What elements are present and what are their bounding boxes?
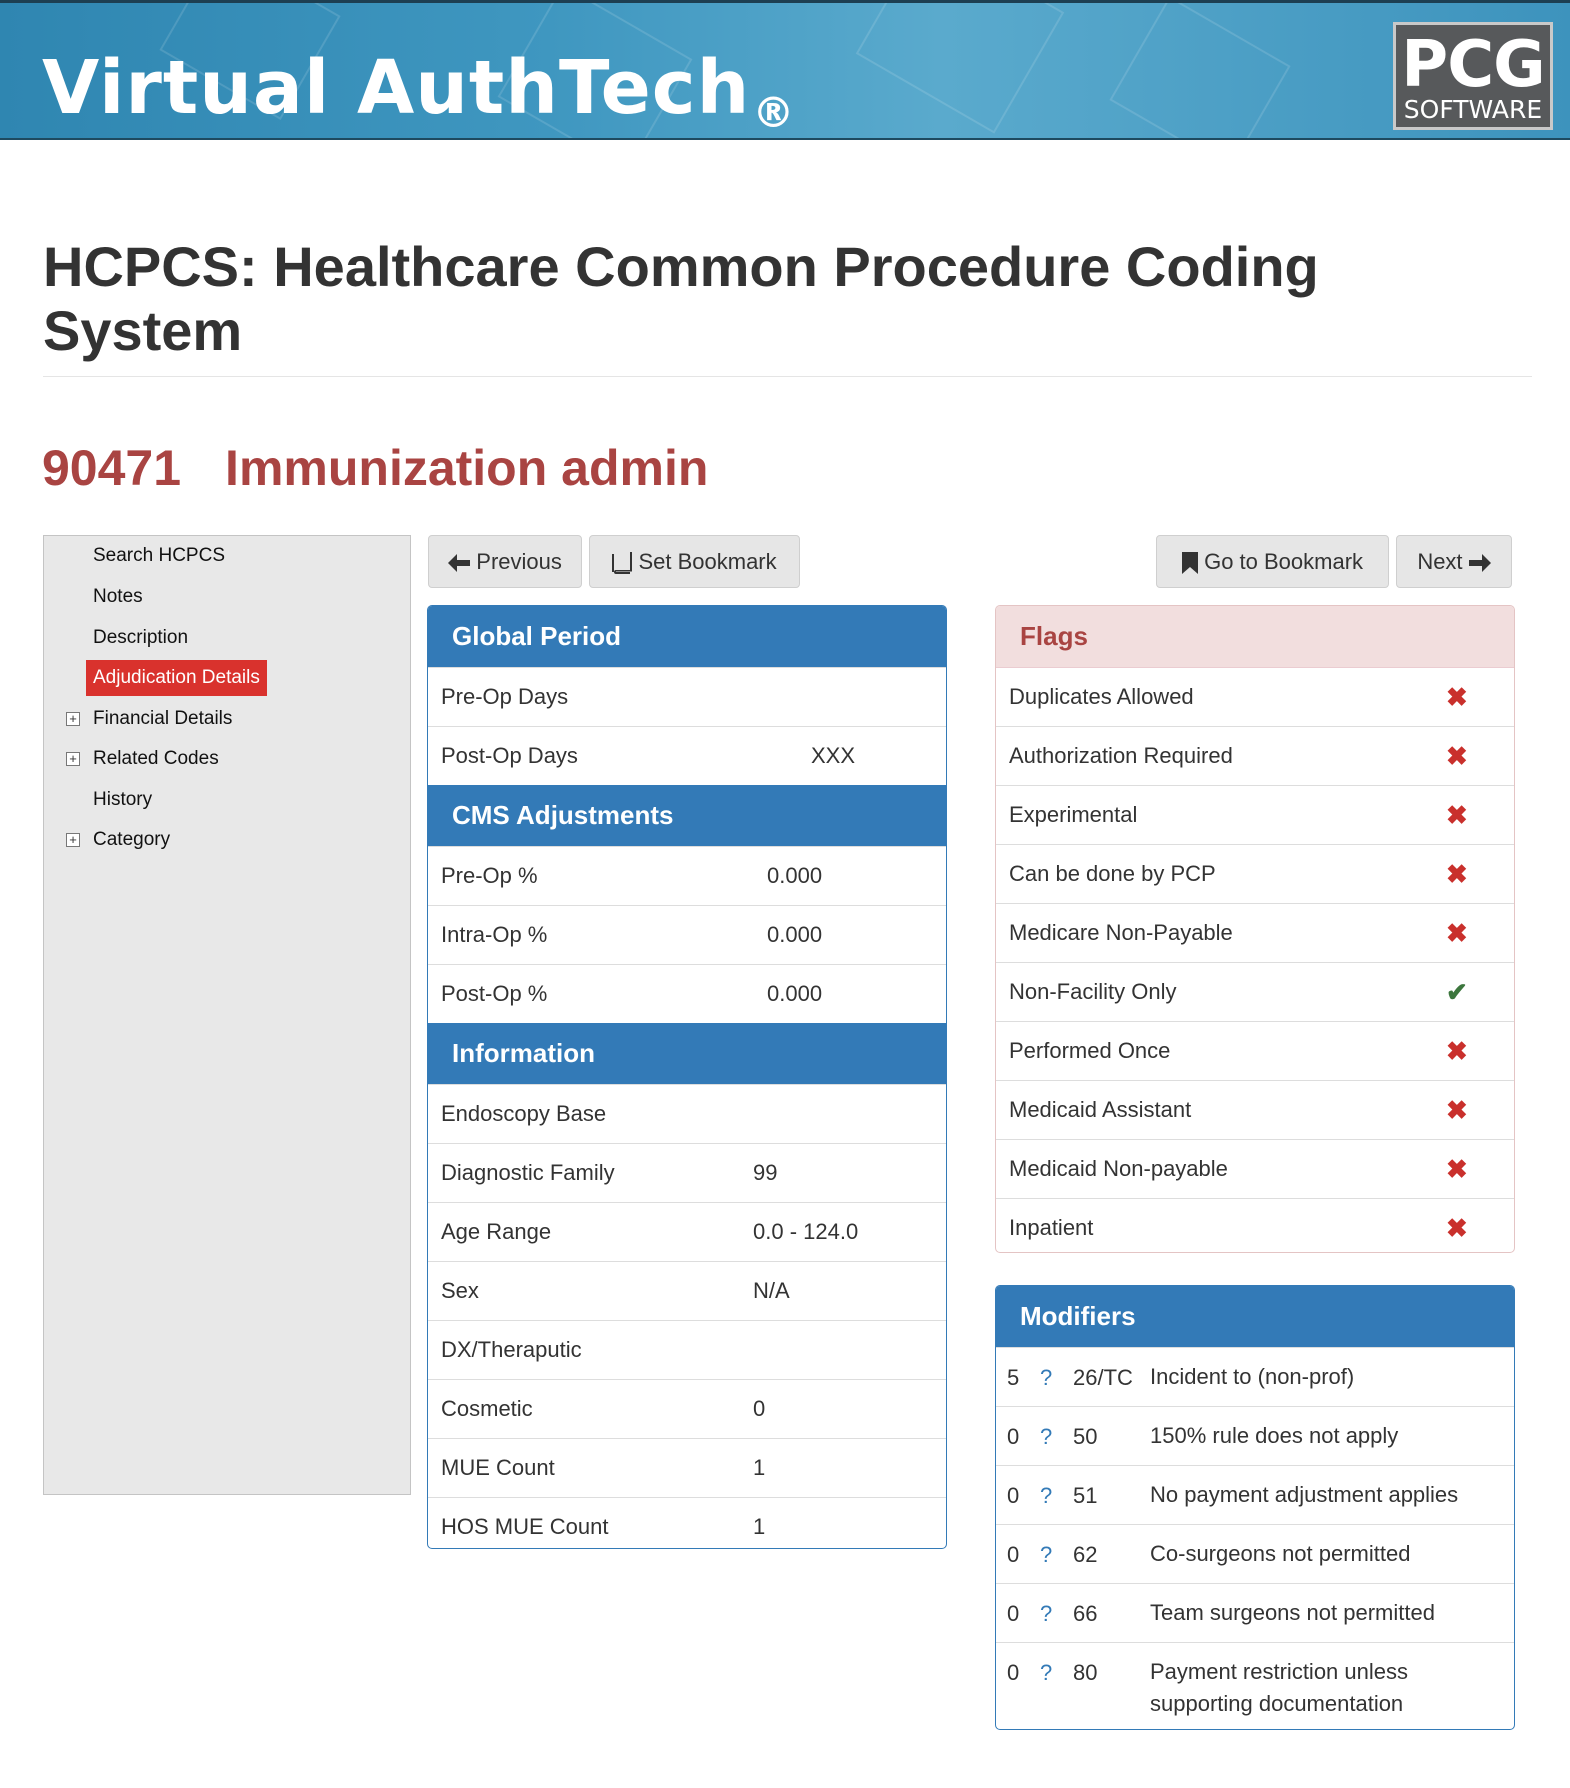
modifier-indicator: 0	[1007, 1483, 1020, 1508]
go-to-bookmark-label: Go to Bookmark	[1204, 549, 1364, 574]
row-value: 0	[753, 1396, 766, 1421]
sidebar-item-description[interactable]: Description	[93, 627, 189, 648]
modifier-indicator: 0	[1007, 1660, 1020, 1685]
table-row	[428, 964, 946, 1023]
flag-row	[996, 1139, 1514, 1198]
modifier-row	[996, 1583, 1514, 1642]
flags-panel	[995, 605, 1515, 1253]
row-label: Sex	[441, 1278, 479, 1303]
row-label: Endoscopy Base	[441, 1101, 607, 1126]
modifier-code: 26/TC	[1073, 1365, 1133, 1390]
flag-row	[996, 1198, 1514, 1253]
table-row	[428, 905, 946, 964]
row-label: DX/Theraputic	[441, 1337, 582, 1362]
table-row	[428, 1320, 946, 1379]
x-icon: ✖	[1446, 859, 1468, 889]
row-label: Intra-Op %	[441, 922, 548, 947]
flag-label: Can be done by PCP	[1009, 861, 1216, 886]
flag-row	[996, 785, 1514, 844]
row-label: Pre-Op %	[441, 863, 538, 888]
sidebar-item-notes[interactable]: Notes	[93, 586, 143, 607]
sidebar-item-history[interactable]: History	[93, 789, 153, 810]
x-icon: ✖	[1446, 1213, 1468, 1243]
modifier-row	[996, 1347, 1514, 1406]
sidebar-item-adjudication-details[interactable]: Adjudication Details	[86, 660, 267, 696]
information-header: Information	[428, 1023, 946, 1084]
flag-row	[996, 667, 1514, 726]
modifier-indicator: 5	[1007, 1365, 1020, 1390]
flag-label: Medicaid Assistant	[1009, 1097, 1192, 1122]
flag-label: Non-Facility Only	[1009, 979, 1177, 1004]
arrow-right-icon	[1469, 554, 1491, 572]
sidebar-item-financial-details[interactable]: Financial Details	[93, 708, 233, 729]
expand-icon[interactable]: +	[66, 752, 80, 766]
flags-header: Flags	[996, 606, 1514, 667]
row-label: Post-Op %	[441, 981, 548, 1006]
flag-label: Experimental	[1009, 802, 1138, 827]
logo-text: PCG	[1401, 28, 1545, 102]
flag-row	[996, 1080, 1514, 1139]
global-period-header: Global Period	[428, 606, 946, 667]
table-row	[428, 1084, 946, 1143]
cms-adjustments-header: CMS Adjustments	[428, 785, 946, 846]
x-icon: ✖	[1446, 741, 1468, 771]
row-value: 0.000	[767, 863, 823, 888]
banner-decoration	[1109, 0, 1290, 140]
arrow-left-icon	[448, 554, 470, 572]
flags-list	[996, 667, 1514, 1253]
row-value: 1	[753, 1455, 766, 1480]
table-row	[428, 667, 946, 726]
row-value: XXX	[811, 743, 856, 768]
expand-icon[interactable]: +	[66, 712, 80, 726]
modifier-row	[996, 1465, 1514, 1524]
row-label: Pre-Op Days	[441, 684, 569, 709]
row-value: 99	[753, 1160, 778, 1185]
row-value: 0.0 - 124.0	[753, 1219, 859, 1244]
modifiers-header: Modifiers	[996, 1286, 1514, 1347]
modifiers-panel	[995, 1285, 1515, 1730]
modifier-row	[996, 1642, 1514, 1727]
modifiers-list	[996, 1347, 1514, 1727]
sidebar-item-related-codes[interactable]: Related Codes	[93, 748, 219, 769]
bookmark-icon	[1182, 552, 1198, 574]
help-icon[interactable]: ?	[1040, 1601, 1053, 1626]
row-value: 1	[753, 1514, 766, 1539]
table-row	[428, 1202, 946, 1261]
modifier-description: No payment adjustment applies	[1150, 1482, 1459, 1507]
modifier-code: 51	[1073, 1483, 1098, 1508]
flag-label: Performed Once	[1009, 1038, 1171, 1063]
modifier-indicator: 0	[1007, 1601, 1020, 1626]
flag-row	[996, 1021, 1514, 1080]
set-bookmark-label: Set Bookmark	[638, 549, 777, 574]
modifier-code: 80	[1073, 1660, 1098, 1685]
flag-label: Medicare Non-Payable	[1009, 920, 1233, 945]
table-row	[428, 846, 946, 905]
modifier-row	[996, 1524, 1514, 1583]
adjudication-panel	[427, 605, 947, 1549]
x-icon: ✖	[1446, 1036, 1468, 1066]
previous-label: Previous	[476, 549, 562, 574]
flag-label: Duplicates Allowed	[1009, 684, 1194, 709]
modifier-row	[996, 1406, 1514, 1465]
flag-label: Medicaid Non-payable	[1009, 1156, 1228, 1181]
registered-mark: ®	[752, 88, 796, 137]
modifier-description: Team surgeons not permitted	[1150, 1600, 1435, 1625]
flag-label: Authorization Required	[1009, 743, 1233, 768]
row-value: 0.000	[767, 922, 823, 947]
help-icon[interactable]: ?	[1040, 1365, 1053, 1390]
table-row	[428, 1438, 946, 1497]
x-icon: ✖	[1446, 1095, 1468, 1125]
help-icon[interactable]: ?	[1040, 1542, 1053, 1567]
table-row	[428, 1379, 946, 1438]
procedure-code: 90471	[42, 440, 182, 496]
logo-subtext: SOFTWARE	[1403, 95, 1543, 124]
modifier-description: Payment restriction unless supporting documentation	[1150, 1659, 1408, 1716]
table-row	[428, 1143, 946, 1202]
flag-label: Inpatient	[1009, 1215, 1094, 1240]
next-label: Next	[1417, 549, 1463, 574]
pcg-software-logo	[1393, 22, 1553, 130]
app-title: Virtual AuthTech®	[42, 45, 796, 137]
row-label: Cosmetic	[441, 1396, 533, 1421]
sidebar-item-search-hcpcs[interactable]: Search HCPCS	[93, 545, 225, 566]
help-icon[interactable]: ?	[1040, 1483, 1053, 1508]
row-label: MUE Count	[441, 1455, 555, 1480]
x-icon: ✖	[1446, 918, 1468, 948]
table-row	[428, 726, 946, 785]
table-row	[428, 1261, 946, 1320]
previous-button[interactable]	[428, 535, 582, 588]
flag-row	[996, 726, 1514, 785]
flag-row	[996, 903, 1514, 962]
expand-icon[interactable]: +	[66, 833, 80, 847]
row-value: N/A	[753, 1278, 790, 1303]
code-heading	[42, 438, 708, 498]
modifier-indicator: 0	[1007, 1542, 1020, 1567]
set-bookmark-button[interactable]	[589, 535, 800, 588]
app-banner	[0, 0, 1570, 140]
modifier-code: 66	[1073, 1601, 1098, 1626]
sidebar-nav	[43, 535, 411, 1495]
row-label: HOS MUE Count	[441, 1514, 609, 1539]
help-icon[interactable]: ?	[1040, 1424, 1053, 1449]
book-icon	[612, 552, 632, 574]
x-icon: ✖	[1446, 682, 1468, 712]
row-label: Post-Op Days	[441, 743, 578, 768]
modifier-indicator: 0	[1007, 1424, 1020, 1449]
modifier-code: 62	[1073, 1542, 1098, 1567]
row-label: Diagnostic Family	[441, 1160, 615, 1185]
go-to-bookmark-button[interactable]	[1156, 535, 1389, 588]
help-icon[interactable]: ?	[1040, 1660, 1053, 1685]
title-divider	[43, 376, 1532, 377]
x-icon: ✖	[1446, 800, 1468, 830]
table-row	[428, 1497, 946, 1549]
modifier-description: Co-surgeons not permitted	[1150, 1541, 1411, 1566]
row-label: Age Range	[441, 1219, 552, 1244]
modifier-description: 150% rule does not apply	[1150, 1423, 1399, 1448]
banner-decoration	[856, 0, 1065, 134]
check-icon: ✔	[1446, 977, 1468, 1007]
modifier-description: Incident to (non-prof)	[1150, 1364, 1355, 1389]
row-value: 0.000	[767, 981, 823, 1006]
page-title: HCPCS: Healthcare Common Procedure Coding System	[43, 235, 1319, 362]
x-icon: ✖	[1446, 1154, 1468, 1184]
flag-row	[996, 962, 1514, 1021]
modifier-code: 50	[1073, 1424, 1098, 1449]
sidebar-item-category[interactable]: Category	[93, 829, 171, 850]
flag-row	[996, 844, 1514, 903]
procedure-description: Immunization admin	[225, 440, 709, 496]
next-button[interactable]	[1396, 535, 1512, 588]
